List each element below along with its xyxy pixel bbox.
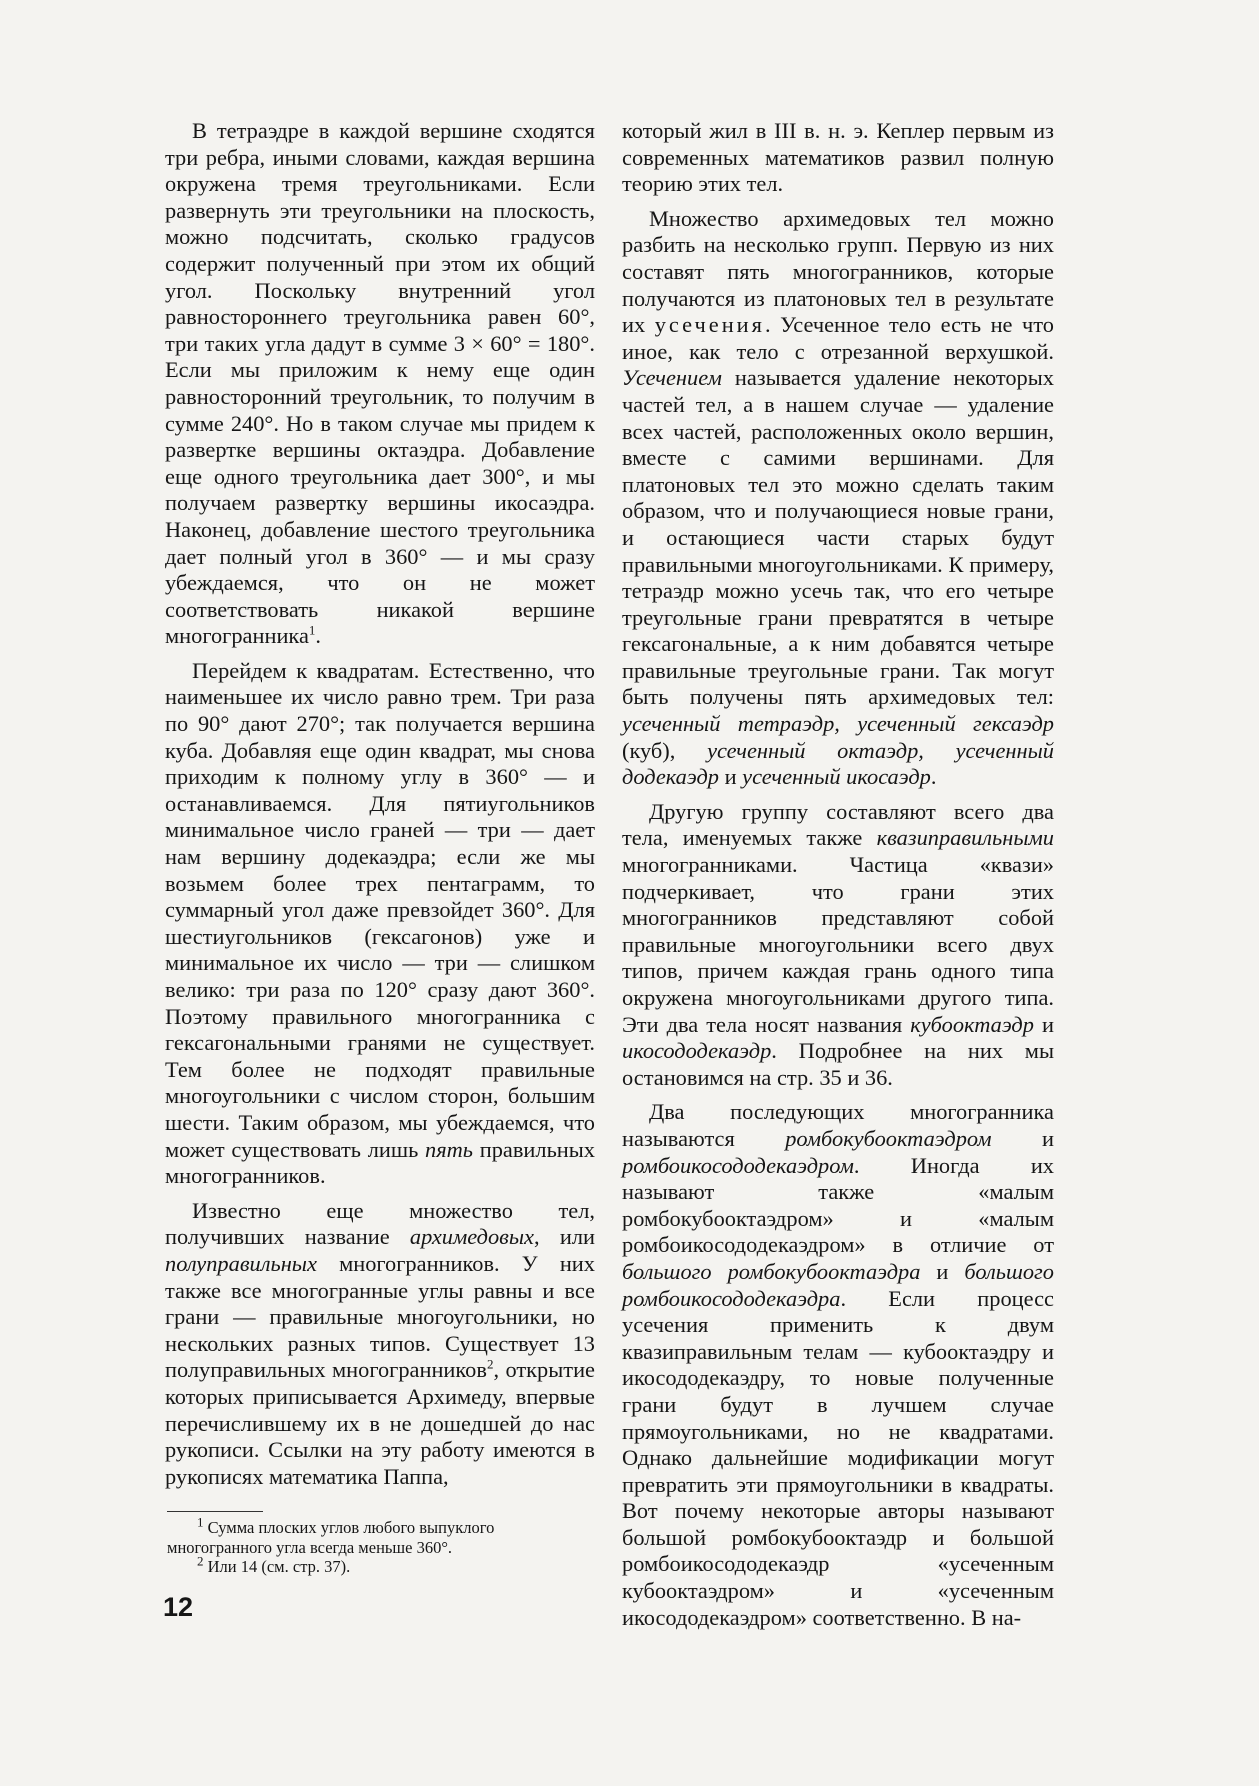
paragraph: Множество архимедовых тел можно разбить на несколько групп. Первую из них составят пять многогранников, которые получаются из платоновых тел в результате их усечения. Усеченное тело есть не что иное, как тело с отрезанной верхушкой. Усечением называется удаление некоторых частей тел, а в нашем случае — удаление всех частей, расположенных около вершин, вместе с самими вершинами. Для платоновых тел это можно сделать таким образом, что и получающиеся новые грани, и остающиеся части старых будут правильными многоугольниками. К примеру, тетраэдр можно усечь так, что его четыре треугольные грани превратятся в четыре гексагональные, а к ним добавятся четыре правильные треугольные грани. Так могут быть получены пять архимедовых тел: усеченный тетраэдр, усеченный гексаэдр (куб), усеченный октаэдр, усеченный додекаэдр и усеченный икосаэдр. (622, 205, 1054, 790)
paragraph: В тетраэдре в каждой вершине сходятся три ребра, иными словами, каждая вершина окружена тремя треугольниками. Если развернуть эти треугольники на плоскость, можно подсчитать, сколько градусов содержит полученный при этом их общий угол. Поскольку внутренний угол равностороннего треугольника равен 60°, три таких угла дадут в сумме 3 × 60° = 180°. Если мы приложим к нему еще один равносторонний треугольник, то получим в сумме 240°. Но в таком случае мы придем к развертке вершины октаэдра. Добавление еще одного треугольника дает 300°, и мы получаем развертку вершины икосаэдра. Наконец, добавление шестого треугольника дает полный угол в 360° — и мы сразу убеждаемся, что он не может соответствовать никакой вершине многогранника$^1$. (165, 118, 595, 649)
footnote-1: $^1$ Сумма плоских углов любого выпуклого многогранного угла всегда меньше 360°. (167, 1514, 495, 1557)
paragraph: Другую группу составляют всего два тела, именуемых также квазиправильными многогранниками. Частица «квази» подчеркивает, что грани этих многогранников представляют собой правильные многоугольники всего двух типов, причем каждая грань одного типа окружена многоугольниками другого типа. Эти два тела носят названия кубооктаэдр и икосододекаэдр. Подробнее на них мы остановимся на стр. 35 и 36. (622, 798, 1054, 1090)
footnote-divider (167, 1511, 263, 1512)
left-column (165, 118, 595, 1498)
paragraph: Известно еще множество тел, получивших название архимедовых, или полуправильных многогранников. У них также все многогранные углы равны и все грани — правильные многоугольники, но нескольких разных типов. Существует 13 полуправильных многогранников$^2$, открытие которых приписывается Архимеду, впервые перечислившему их в не дошедшей до нас рукописи. Ссылки на эту работу имеются в рукописях математика Паппа, (165, 1197, 595, 1489)
footnotes (167, 1514, 597, 1577)
paragraph: Перейдем к квадратам. Естественно, что наименьшее их число равно трем. Три раза по 90° дают 270°; так получается вершина куба. Добавляя еще один квадрат, мы снова приходим к полному углу в 360° — и останавливаемся. Для пятиугольников минимальное число граней — три — дает нам вершину додекаэдра; если же мы возьмем более трех пентаграмм, то суммарный угол даже превзойдет 360°. Для шестиугольников (гексагонов) уже и минимальное их число — три — слишком велико: три раза по 120° сразу дают 360°. Поэтому правильного многогранника с гексагональными гранями не существует. Тем более не подходят правильные многоугольники с числом сторон, большим шести. Таким образом, мы убеждаемся, что может существовать лишь пять правильных многогранников. (165, 657, 595, 1189)
footnote-2: $^2$ Или 14 (см. стр. 37). (197, 1553, 351, 1576)
right-column (622, 118, 1054, 1639)
page-number: 12 (163, 1592, 194, 1622)
paragraph: который жил в III в. н. э. Кеплер первым из современных математиков развил полную теорию этих тел. (622, 118, 1054, 197)
paragraph: Два последующих многогранника называются ромбокубооктаэдром и ромбоикосододекаэдром. Иногда их называют также «малым ромбокубооктаэдром» и «малым ромбоикосододекаэдром» в отличие от большого ромбокубооктаэдра и большого ромбоикосододекаэдра. Если процесс усечения применить к двум квазиправильным телам — кубооктаэдру и икосододекаэдру, то новые полученные грани будут в лучшем случае прямоугольниками, но не квадратами. Однако дальнейшие модификации могут превратить эти прямоугольники в квадраты. Вот почему некоторые авторы называют большой ромбокубооктаэдр и большой ромбоикосододекаэдр «усеченным кубооктаэдром» и «усеченным икосододекаэдром» соответственно. В на- (622, 1099, 1054, 1630)
